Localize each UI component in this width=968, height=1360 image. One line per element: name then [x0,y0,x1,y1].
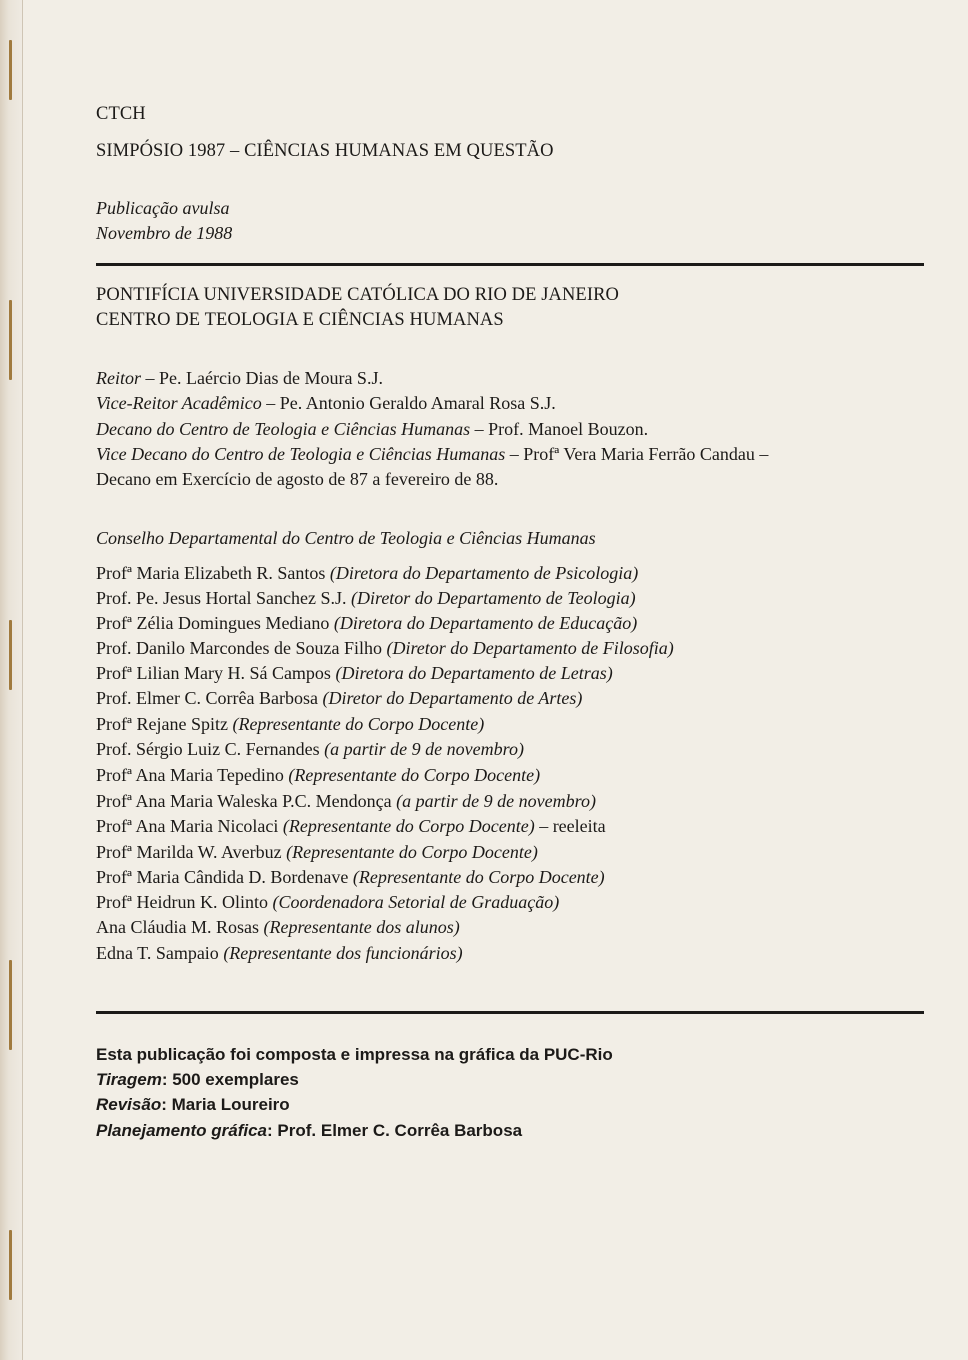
council-member [96,942,463,964]
member-note: (Representante do Corpo Docente) [282,816,535,836]
member-name: Profª Maria Elizabeth R. Santos [96,563,326,583]
officer-line [96,367,383,389]
officer-role: Vice Decano do Centro de Teologia e Ciências Humanas [96,444,506,464]
binding-stitch [9,960,12,1050]
member-name: Ana Cláudia M. Rosas [96,917,259,937]
council-member [96,764,540,786]
member-note: (a partir de 9 de novembro) [324,739,524,759]
member-name: Edna T. Sampaio [96,943,219,963]
officer-separator: – [261,393,280,413]
officer-name: Profª Vera Maria Ferrão Candau – [523,444,769,464]
member-note: (Diretora do Departamento de Educação) [333,613,638,633]
member-note: (Representante do Corpo Docente) [286,842,538,862]
member-note: (a partir de 9 de novembro) [396,791,596,811]
print-run-label: Tiragem [96,1070,162,1089]
officer-line [96,418,648,440]
divider-rule [96,1011,924,1014]
member-name: Profª Rejane Spitz [96,714,228,734]
officer-role: Decano do Centro de Teologia e Ciências Humanas [96,419,471,439]
header-acronym: CTCH [96,104,146,124]
officer-role: Reitor [96,368,141,388]
member-name: Profª Ana Maria Tepedino [96,765,284,785]
officer-continuation: Decano em Exercício de agosto de 87 a fevereiro de 88. [96,469,499,489]
binding-stitch [9,1230,12,1300]
binding-stitch [9,300,12,380]
council-member [96,637,674,659]
member-note: (Representante do Corpo Docente) [288,765,541,785]
symposium-title: SIMPÓSIO 1987 – CIÊNCIAS HUMANAS EM QUESTÃO [96,141,554,161]
member-name: Prof. Sérgio Luiz C. Fernandes [96,739,320,759]
council-member [96,687,582,709]
council-member [96,866,605,888]
council-member [96,738,524,760]
divider-rule [96,263,924,266]
officer-role: Vice-Reitor Acadêmico [96,393,262,413]
member-note: (Diretor do Departamento de Filosofia) [386,638,674,658]
member-note: (Diretora do Departamento de Letras) [335,663,613,683]
council-member [96,662,613,684]
council-member [96,587,636,609]
officer-separator: – [505,444,524,464]
council-member [96,790,596,812]
member-note: (Diretora do Departamento de Psicologia) [329,563,639,583]
member-name: Prof. Danilo Marcondes de Souza Filho [96,638,382,658]
council-member [96,815,606,837]
colophon-revision: Revisão: Maria Loureiro [96,1095,290,1114]
print-run-value: 500 exemplares [172,1070,299,1089]
officer-name: Pe. Antonio Geraldo Amaral Rosa S.J. [279,393,556,413]
member-note: (Representante dos alunos) [263,917,460,937]
colophon-design: Planejamento gráfica: Prof. Elmer C. Corrêa Barbosa [96,1121,523,1140]
member-note: (Representante do Corpo Docente) [352,867,605,887]
center-name: CENTRO DE TEOLOGIA E CIÊNCIAS HUMANAS [96,310,504,330]
council-title: Conselho Departamental do Centro de Teologia e Ciências Humanas [96,528,596,548]
council-member [96,891,559,913]
council-member [96,713,484,735]
council-member [96,841,538,863]
member-suffix: – reeleita [534,816,606,836]
council-member [96,612,637,634]
revision-value: Maria Loureiro [171,1095,290,1114]
council-member [96,562,638,584]
council-member [96,916,460,938]
design-label: Planejamento gráfica [96,1121,268,1140]
member-name: Profª Ana Maria Nicolaci [96,816,279,836]
university-name: PONTIFÍCIA UNIVERSIDADE CATÓLICA DO RIO DE JANEIRO [96,285,619,305]
member-note: (Coordenadora Setorial de Graduação) [272,892,560,912]
publication-type: Publicação avulsa [96,198,230,218]
officer-name: Pe. Laércio Dias de Moura S.J. [159,368,383,388]
binding-stitch [9,40,12,100]
member-note: (Diretor do Departamento de Artes) [322,688,583,708]
member-note: (Representante dos funcionários) [223,943,463,963]
member-note: (Diretor do Departamento de Teologia) [350,588,636,608]
revision-label: Revisão [96,1095,162,1114]
member-name: Profª Zélia Domingues Mediano [96,613,330,633]
member-name: Prof. Pe. Jesus Hortal Sanchez S.J. [96,588,347,608]
colophon-statement: Esta publicação foi composta e impressa na gráfica da PUC-Rio [96,1045,613,1064]
publication-date: Novembro de 1988 [96,223,233,243]
book-binding [0,0,23,1360]
design-value: Prof. Elmer C. Corrêa Barbosa [277,1121,523,1140]
member-name: Profª Marilda W. Averbuz [96,842,282,862]
member-name: Profª Heidrun K. Olinto [96,892,268,912]
member-name: Profª Ana Maria Waleska P.C. Mendonça [96,791,392,811]
binding-stitch [9,620,12,690]
officer-separator: – [470,419,489,439]
officer-name: Prof. Manoel Bouzon. [488,419,649,439]
member-name: Prof. Elmer C. Corrêa Barbosa [96,688,318,708]
officer-line [96,392,556,414]
member-name: Profª Maria Cândida D. Bordenave [96,867,349,887]
member-name: Profª Lilian Mary H. Sá Campos [96,663,331,683]
colophon-print-run: Tiragem: 500 exemplares [96,1070,299,1089]
member-note: (Representante do Corpo Docente) [232,714,485,734]
officer-line [96,443,768,465]
officer-separator: – [141,368,159,388]
